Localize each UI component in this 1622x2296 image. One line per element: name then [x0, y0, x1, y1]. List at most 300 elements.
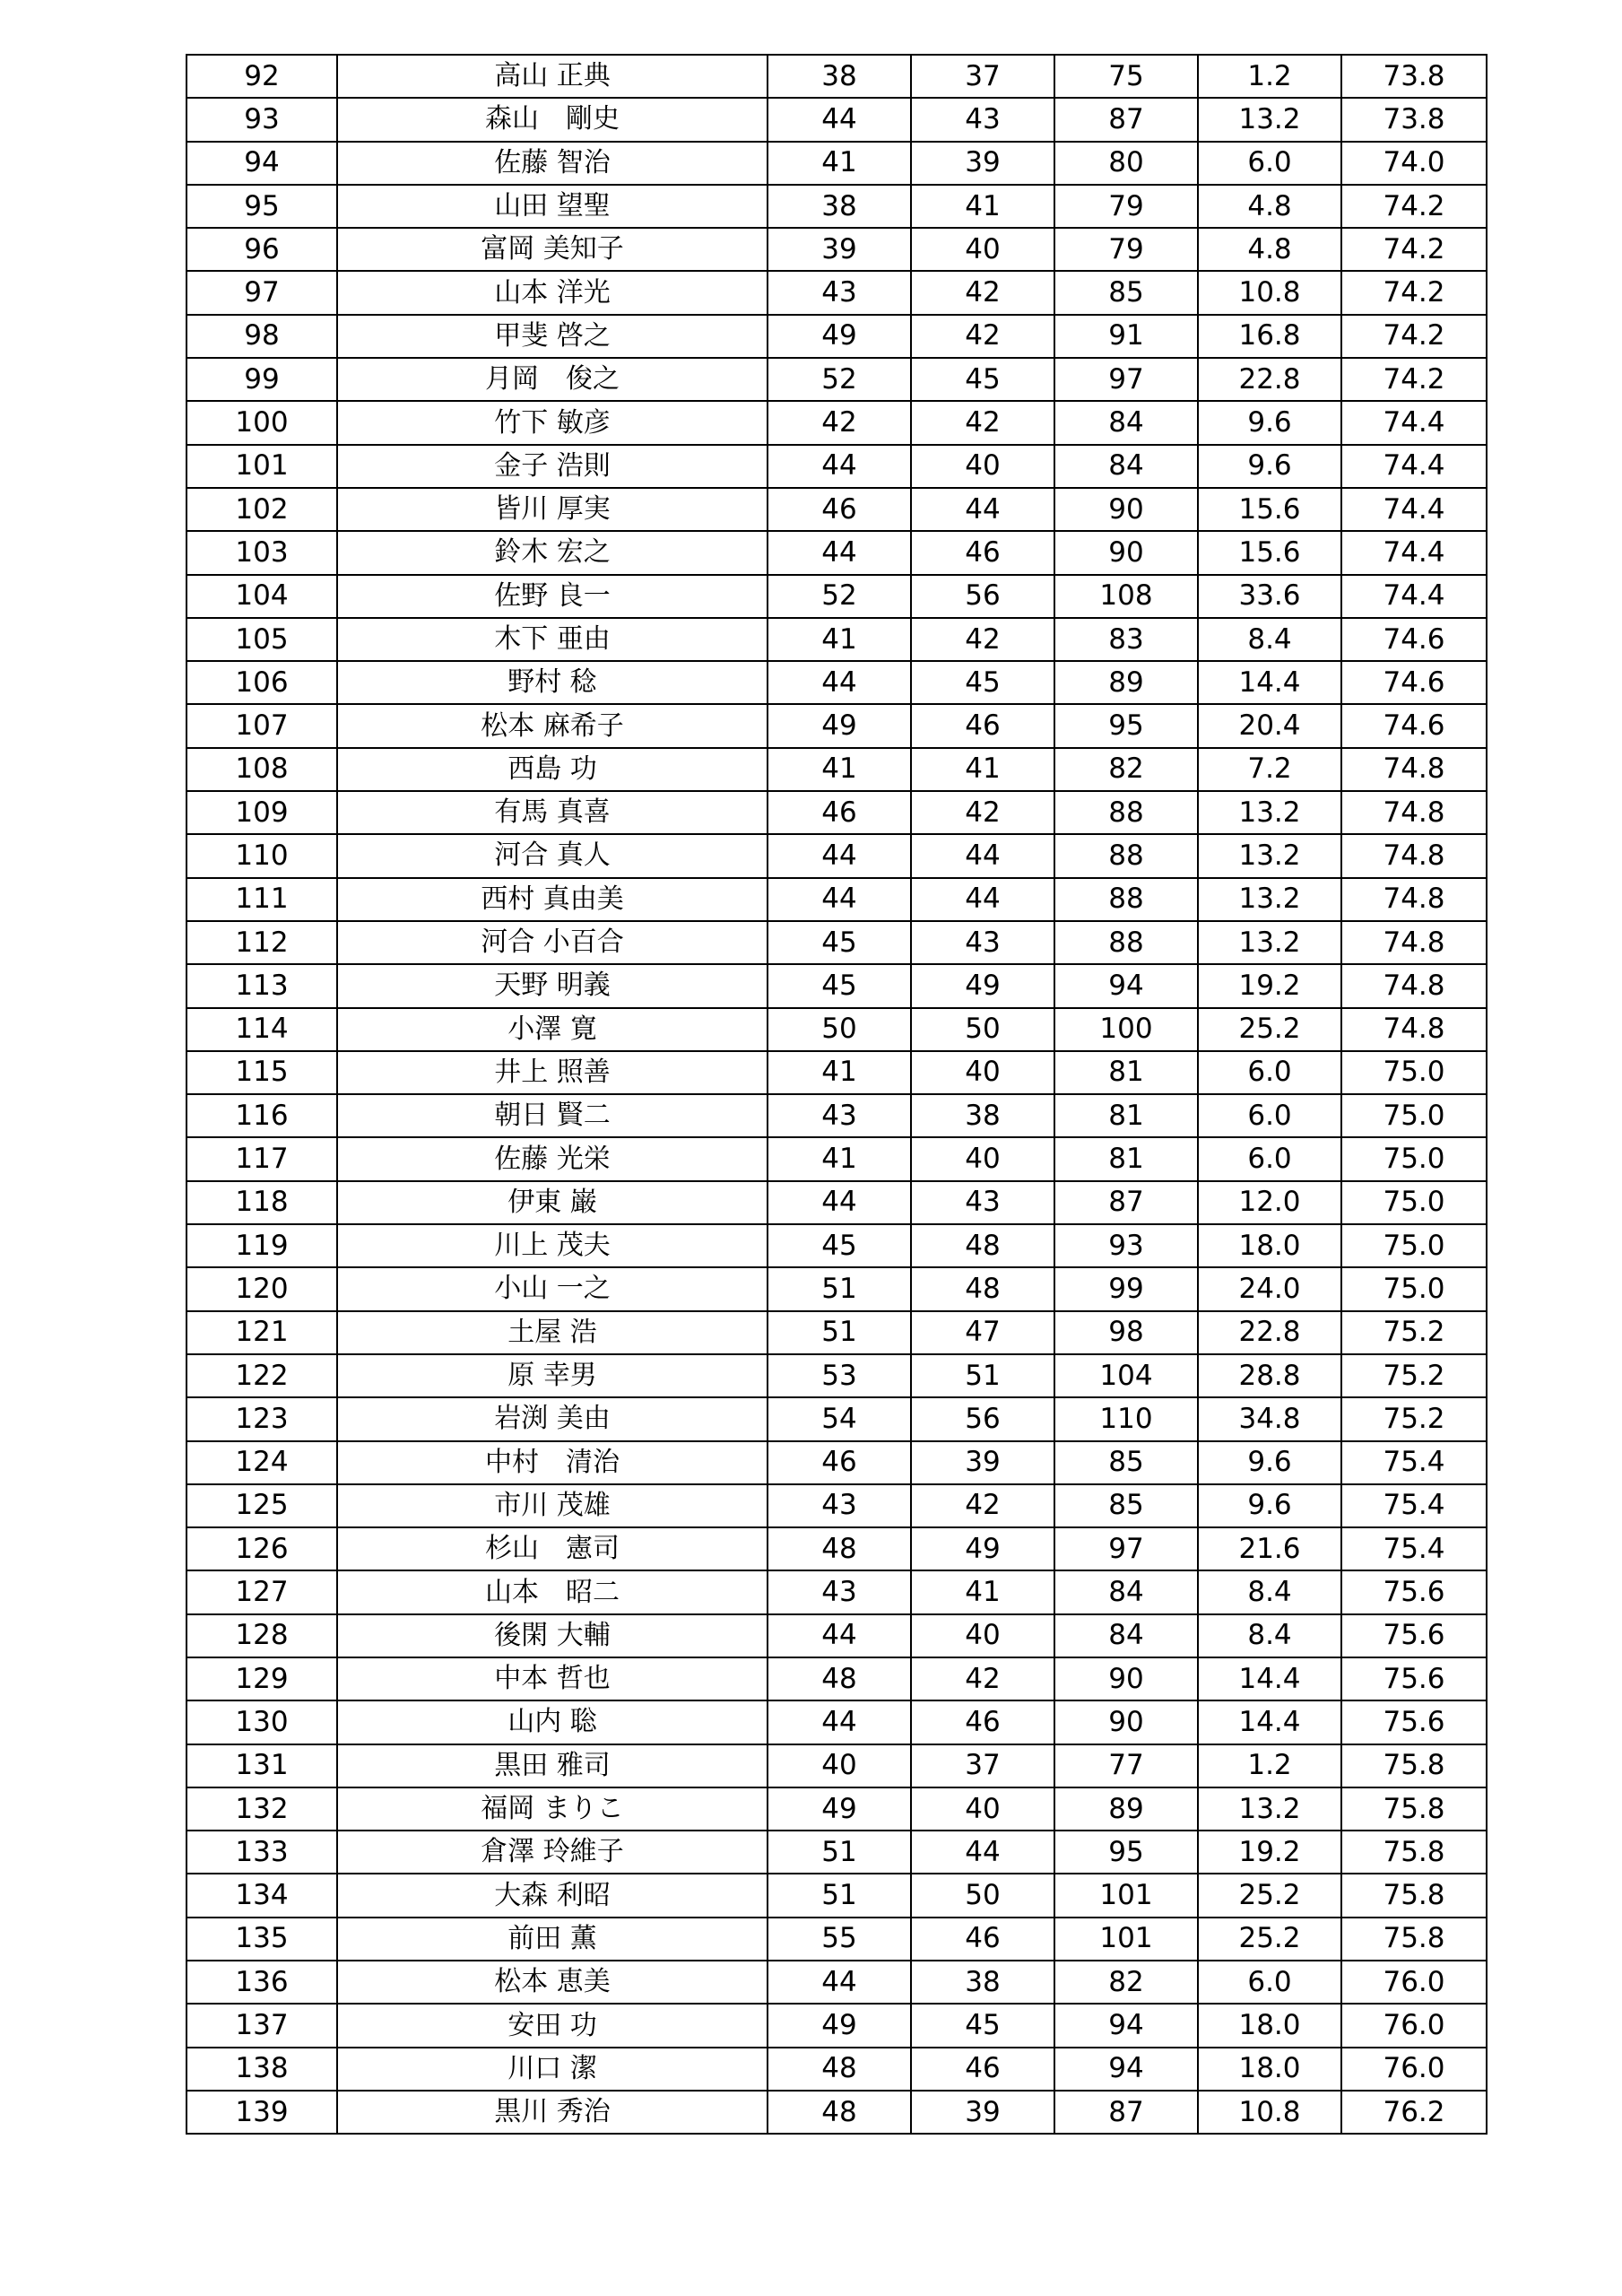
score-1-cell: 44	[768, 445, 911, 488]
score-2-cell: 56	[911, 575, 1054, 618]
total-cell: 82	[1054, 748, 1198, 791]
score-2-cell: 46	[911, 704, 1054, 747]
name-cell: 山田 望聖	[337, 185, 768, 228]
score-1-cell: 43	[768, 271, 911, 314]
total-cell: 89	[1054, 1787, 1198, 1831]
rank-cell: 136	[186, 1961, 337, 2004]
score-1-cell: 49	[768, 1787, 911, 1831]
score-2-cell: 42	[911, 1657, 1054, 1700]
score-2-cell: 43	[911, 921, 1054, 964]
rank-cell: 127	[186, 1570, 337, 1613]
total-cell: 88	[1054, 878, 1198, 921]
score-2-cell: 40	[911, 1614, 1054, 1657]
handicap-cell: 14.4	[1198, 1700, 1341, 1744]
handicap-cell: 8.4	[1198, 1570, 1341, 1613]
rank-cell: 105	[186, 618, 337, 661]
score-2-cell: 44	[911, 1831, 1054, 1874]
rank-cell: 137	[186, 2004, 337, 2047]
rank-cell: 103	[186, 531, 337, 574]
table-row	[186, 1657, 1487, 1700]
table-row	[186, 445, 1487, 488]
table-row	[186, 1311, 1487, 1354]
net-cell: 75.0	[1341, 1181, 1487, 1224]
handicap-cell: 10.8	[1198, 2091, 1341, 2134]
rank-cell: 119	[186, 1224, 337, 1267]
table-row	[186, 1008, 1487, 1051]
rank-cell: 134	[186, 1874, 337, 1917]
net-cell: 74.4	[1341, 531, 1487, 574]
handicap-cell: 14.4	[1198, 661, 1341, 704]
net-cell: 74.2	[1341, 228, 1487, 271]
total-cell: 94	[1054, 964, 1198, 1007]
rank-cell: 122	[186, 1354, 337, 1397]
handicap-cell: 9.6	[1198, 445, 1341, 488]
handicap-cell: 6.0	[1198, 1051, 1341, 1094]
net-cell: 74.4	[1341, 445, 1487, 488]
score-1-cell: 40	[768, 1744, 911, 1787]
score-1-cell: 44	[768, 661, 911, 704]
net-cell: 74.2	[1341, 358, 1487, 401]
total-cell: 89	[1054, 661, 1198, 704]
net-cell: 75.0	[1341, 1051, 1487, 1094]
score-2-cell: 44	[911, 834, 1054, 877]
table-row	[186, 1397, 1487, 1440]
table-row	[186, 531, 1487, 574]
score-2-cell: 40	[911, 1137, 1054, 1180]
rank-cell: 113	[186, 964, 337, 1007]
score-2-cell: 41	[911, 748, 1054, 791]
name-cell: 中本 哲也	[337, 1657, 768, 1700]
score-1-cell: 46	[768, 488, 911, 531]
total-cell: 93	[1054, 1224, 1198, 1267]
score-1-cell: 51	[768, 1874, 911, 1917]
score-1-cell: 48	[768, 1657, 911, 1700]
rank-cell: 129	[186, 1657, 337, 1700]
name-cell: 前田 薫	[337, 1918, 768, 1961]
table-row	[186, 1137, 1487, 1180]
score-1-cell: 52	[768, 358, 911, 401]
score-2-cell: 39	[911, 142, 1054, 185]
rank-cell: 138	[186, 2048, 337, 2091]
table-row	[186, 401, 1487, 444]
rank-cell: 130	[186, 1700, 337, 1744]
total-cell: 77	[1054, 1744, 1198, 1787]
net-cell: 75.8	[1341, 1874, 1487, 1917]
total-cell: 84	[1054, 445, 1198, 488]
total-cell: 85	[1054, 1441, 1198, 1484]
handicap-cell: 1.2	[1198, 1744, 1341, 1787]
handicap-cell: 12.0	[1198, 1181, 1341, 1224]
score-1-cell: 49	[768, 2004, 911, 2047]
name-cell: 木下 亜由	[337, 618, 768, 661]
total-cell: 85	[1054, 1484, 1198, 1527]
handicap-cell: 6.0	[1198, 1961, 1341, 2004]
total-cell: 81	[1054, 1137, 1198, 1180]
score-2-cell: 42	[911, 1484, 1054, 1527]
name-cell: 山本 洋光	[337, 271, 768, 314]
name-cell: 山本 昭二	[337, 1570, 768, 1613]
net-cell: 76.0	[1341, 1961, 1487, 2004]
rank-cell: 109	[186, 791, 337, 834]
net-cell: 74.4	[1341, 575, 1487, 618]
net-cell: 74.2	[1341, 185, 1487, 228]
name-cell: 鈴木 宏之	[337, 531, 768, 574]
rank-cell: 112	[186, 921, 337, 964]
table-row	[186, 1614, 1487, 1657]
table-row	[186, 1354, 1487, 1397]
score-2-cell: 49	[911, 964, 1054, 1007]
total-cell: 82	[1054, 1961, 1198, 2004]
handicap-cell: 6.0	[1198, 1137, 1341, 1180]
handicap-cell: 24.0	[1198, 1267, 1341, 1310]
name-cell: 倉澤 玲維子	[337, 1831, 768, 1874]
handicap-cell: 19.2	[1198, 964, 1341, 1007]
handicap-cell: 9.6	[1198, 401, 1341, 444]
net-cell: 75.2	[1341, 1354, 1487, 1397]
table-row	[186, 1051, 1487, 1094]
score-2-cell: 46	[911, 531, 1054, 574]
table-row	[186, 878, 1487, 921]
total-cell: 75	[1054, 55, 1198, 98]
total-cell: 110	[1054, 1397, 1198, 1440]
name-cell: 安田 功	[337, 2004, 768, 2047]
total-cell: 100	[1054, 1008, 1198, 1051]
score-2-cell: 40	[911, 1787, 1054, 1831]
handicap-cell: 13.2	[1198, 98, 1341, 141]
score-1-cell: 41	[768, 1051, 911, 1094]
handicap-cell: 9.6	[1198, 1484, 1341, 1527]
handicap-cell: 14.4	[1198, 1657, 1341, 1700]
score-1-cell: 51	[768, 1831, 911, 1874]
table-row	[186, 271, 1487, 314]
net-cell: 74.6	[1341, 618, 1487, 661]
table-row	[186, 748, 1487, 791]
total-cell: 87	[1054, 98, 1198, 141]
table-row	[186, 661, 1487, 704]
handicap-cell: 8.4	[1198, 1614, 1341, 1657]
handicap-cell: 25.2	[1198, 1874, 1341, 1917]
handicap-cell: 18.0	[1198, 2004, 1341, 2047]
handicap-cell: 34.8	[1198, 1397, 1341, 1440]
score-1-cell: 44	[768, 1181, 911, 1224]
score-2-cell: 43	[911, 1181, 1054, 1224]
name-cell: 後閑 大輔	[337, 1614, 768, 1657]
name-cell: 佐藤 智治	[337, 142, 768, 185]
total-cell: 90	[1054, 1700, 1198, 1744]
score-2-cell: 50	[911, 1008, 1054, 1051]
table-row	[186, 228, 1487, 271]
table-row	[186, 2048, 1487, 2091]
rank-cell: 116	[186, 1094, 337, 1137]
score-1-cell: 41	[768, 618, 911, 661]
table-row	[186, 1484, 1487, 1527]
rank-cell: 99	[186, 358, 337, 401]
handicap-cell: 22.8	[1198, 1311, 1341, 1354]
name-cell: 井上 照善	[337, 1051, 768, 1094]
score-1-cell: 46	[768, 1441, 911, 1484]
rank-cell: 101	[186, 445, 337, 488]
score-1-cell: 44	[768, 1700, 911, 1744]
handicap-cell: 15.6	[1198, 488, 1341, 531]
score-1-cell: 43	[768, 1484, 911, 1527]
score-1-cell: 43	[768, 1094, 911, 1137]
rank-cell: 104	[186, 575, 337, 618]
net-cell: 74.8	[1341, 921, 1487, 964]
net-cell: 74.2	[1341, 315, 1487, 358]
rank-cell: 120	[186, 1267, 337, 1310]
total-cell: 108	[1054, 575, 1198, 618]
rank-cell: 107	[186, 704, 337, 747]
score-2-cell: 39	[911, 2091, 1054, 2134]
table-row	[186, 618, 1487, 661]
net-cell: 75.4	[1341, 1527, 1487, 1570]
rank-cell: 94	[186, 142, 337, 185]
score-1-cell: 41	[768, 748, 911, 791]
rank-cell: 121	[186, 1311, 337, 1354]
score-2-cell: 39	[911, 1441, 1054, 1484]
total-cell: 88	[1054, 921, 1198, 964]
score-1-cell: 44	[768, 878, 911, 921]
handicap-cell: 15.6	[1198, 531, 1341, 574]
rank-cell: 128	[186, 1614, 337, 1657]
table-row	[186, 1094, 1487, 1137]
rank-cell: 93	[186, 98, 337, 141]
table-row	[186, 358, 1487, 401]
name-cell: 黒田 雅司	[337, 1744, 768, 1787]
handicap-cell: 4.8	[1198, 185, 1341, 228]
table-row	[186, 921, 1487, 964]
score-1-cell: 44	[768, 531, 911, 574]
rank-cell: 92	[186, 55, 337, 98]
total-cell: 79	[1054, 185, 1198, 228]
net-cell: 75.0	[1341, 1267, 1487, 1310]
score-1-cell: 52	[768, 575, 911, 618]
score-1-cell: 48	[768, 2091, 911, 2134]
score-2-cell: 44	[911, 488, 1054, 531]
net-cell: 74.4	[1341, 401, 1487, 444]
total-cell: 104	[1054, 1354, 1198, 1397]
handicap-cell: 13.2	[1198, 878, 1341, 921]
name-cell: 土屋 浩	[337, 1311, 768, 1354]
name-cell: 河合 真人	[337, 834, 768, 877]
score-2-cell: 45	[911, 661, 1054, 704]
net-cell: 75.0	[1341, 1137, 1487, 1180]
handicap-cell: 1.2	[1198, 55, 1341, 98]
net-cell: 75.8	[1341, 1744, 1487, 1787]
total-cell: 81	[1054, 1094, 1198, 1137]
rank-cell: 124	[186, 1441, 337, 1484]
score-1-cell: 46	[768, 791, 911, 834]
name-cell: 佐藤 光栄	[337, 1137, 768, 1180]
table-row	[186, 1700, 1487, 1744]
score-1-cell: 38	[768, 185, 911, 228]
rank-cell: 126	[186, 1527, 337, 1570]
net-cell: 74.8	[1341, 834, 1487, 877]
score-2-cell: 49	[911, 1527, 1054, 1570]
total-cell: 94	[1054, 2004, 1198, 2047]
score-1-cell: 53	[768, 1354, 911, 1397]
score-2-cell: 51	[911, 1354, 1054, 1397]
total-cell: 94	[1054, 2048, 1198, 2091]
score-1-cell: 39	[768, 228, 911, 271]
net-cell: 76.2	[1341, 2091, 1487, 2134]
rank-cell: 132	[186, 1787, 337, 1831]
name-cell: 佐野 良一	[337, 575, 768, 618]
total-cell: 95	[1054, 704, 1198, 747]
rank-cell: 114	[186, 1008, 337, 1051]
table-row	[186, 791, 1487, 834]
score-1-cell: 50	[768, 1008, 911, 1051]
rank-cell: 123	[186, 1397, 337, 1440]
name-cell: 皆川 厚実	[337, 488, 768, 531]
score-1-cell: 41	[768, 1137, 911, 1180]
score-2-cell: 45	[911, 2004, 1054, 2047]
net-cell: 74.2	[1341, 271, 1487, 314]
net-cell: 74.0	[1341, 142, 1487, 185]
net-cell: 75.8	[1341, 1831, 1487, 1874]
score-1-cell: 48	[768, 2048, 911, 2091]
rank-cell: 117	[186, 1137, 337, 1180]
name-cell: 朝日 賢二	[337, 1094, 768, 1137]
net-cell: 74.8	[1341, 878, 1487, 921]
name-cell: 小澤 寛	[337, 1008, 768, 1051]
name-cell: 森山 剛史	[337, 98, 768, 141]
net-cell: 76.0	[1341, 2004, 1487, 2047]
handicap-cell: 6.0	[1198, 1094, 1341, 1137]
net-cell: 75.0	[1341, 1094, 1487, 1137]
score-2-cell: 46	[911, 1918, 1054, 1961]
net-cell: 74.8	[1341, 1008, 1487, 1051]
net-cell: 75.2	[1341, 1397, 1487, 1440]
table-row	[186, 2004, 1487, 2047]
name-cell: 市川 茂雄	[337, 1484, 768, 1527]
table-row	[186, 1787, 1487, 1831]
name-cell: 黒川 秀治	[337, 2091, 768, 2134]
total-cell: 101	[1054, 1918, 1198, 1961]
table-row	[186, 315, 1487, 358]
name-cell: 天野 明義	[337, 964, 768, 1007]
total-cell: 90	[1054, 1657, 1198, 1700]
score-1-cell: 38	[768, 55, 911, 98]
name-cell: 有馬 真喜	[337, 791, 768, 834]
rank-cell: 111	[186, 878, 337, 921]
table-row	[186, 1874, 1487, 1917]
name-cell: 中村 清治	[337, 1441, 768, 1484]
score-2-cell: 40	[911, 1051, 1054, 1094]
total-cell: 87	[1054, 1181, 1198, 1224]
net-cell: 74.8	[1341, 964, 1487, 1007]
score-2-cell: 40	[911, 228, 1054, 271]
table-row	[186, 55, 1487, 98]
net-cell: 75.4	[1341, 1441, 1487, 1484]
table-row	[186, 834, 1487, 877]
score-2-cell: 38	[911, 1094, 1054, 1137]
score-1-cell: 43	[768, 1570, 911, 1613]
total-cell: 101	[1054, 1874, 1198, 1917]
score-1-cell: 45	[768, 921, 911, 964]
net-cell: 74.6	[1341, 704, 1487, 747]
score-1-cell: 55	[768, 1918, 911, 1961]
handicap-cell: 22.8	[1198, 358, 1341, 401]
total-cell: 80	[1054, 142, 1198, 185]
rank-cell: 108	[186, 748, 337, 791]
score-2-cell: 50	[911, 1874, 1054, 1917]
table-row	[186, 1744, 1487, 1787]
total-cell: 97	[1054, 1527, 1198, 1570]
score-2-cell: 43	[911, 98, 1054, 141]
table-row	[186, 704, 1487, 747]
total-cell: 84	[1054, 1614, 1198, 1657]
score-1-cell: 44	[768, 1614, 911, 1657]
score-2-cell: 40	[911, 445, 1054, 488]
score-2-cell: 38	[911, 1961, 1054, 2004]
rank-cell: 95	[186, 185, 337, 228]
name-cell: 甲斐 啓之	[337, 315, 768, 358]
results-table	[186, 54, 1488, 2135]
score-1-cell: 45	[768, 964, 911, 1007]
handicap-cell: 13.2	[1198, 1787, 1341, 1831]
score-1-cell: 44	[768, 98, 911, 141]
score-1-cell: 41	[768, 142, 911, 185]
table-row	[186, 964, 1487, 1007]
table-row	[186, 1961, 1487, 2004]
score-2-cell: 42	[911, 618, 1054, 661]
name-cell: 小山 一之	[337, 1267, 768, 1310]
name-cell: 竹下 敏彦	[337, 401, 768, 444]
net-cell: 75.0	[1341, 1224, 1487, 1267]
score-1-cell: 49	[768, 704, 911, 747]
handicap-cell: 25.2	[1198, 1008, 1341, 1051]
score-1-cell: 54	[768, 1397, 911, 1440]
handicap-cell: 33.6	[1198, 575, 1341, 618]
handicap-cell: 20.4	[1198, 704, 1341, 747]
name-cell: 西島 功	[337, 748, 768, 791]
total-cell: 99	[1054, 1267, 1198, 1310]
score-1-cell: 51	[768, 1267, 911, 1310]
net-cell: 74.8	[1341, 791, 1487, 834]
net-cell: 75.6	[1341, 1570, 1487, 1613]
handicap-cell: 28.8	[1198, 1354, 1341, 1397]
name-cell: 川上 茂夫	[337, 1224, 768, 1267]
rank-cell: 125	[186, 1484, 337, 1527]
handicap-cell: 13.2	[1198, 791, 1341, 834]
handicap-cell: 10.8	[1198, 271, 1341, 314]
net-cell: 75.6	[1341, 1700, 1487, 1744]
handicap-cell: 9.6	[1198, 1441, 1341, 1484]
table-row	[186, 1267, 1487, 1310]
handicap-cell: 25.2	[1198, 1918, 1341, 1961]
net-cell: 75.8	[1341, 1918, 1487, 1961]
score-1-cell: 44	[768, 834, 911, 877]
handicap-cell: 16.8	[1198, 315, 1341, 358]
net-cell: 75.6	[1341, 1657, 1487, 1700]
score-2-cell: 46	[911, 1700, 1054, 1744]
table-row	[186, 1441, 1487, 1484]
score-2-cell: 41	[911, 1570, 1054, 1613]
rank-cell: 98	[186, 315, 337, 358]
total-cell: 90	[1054, 531, 1198, 574]
handicap-cell: 13.2	[1198, 921, 1341, 964]
total-cell: 90	[1054, 488, 1198, 531]
net-cell: 75.8	[1341, 1787, 1487, 1831]
score-2-cell: 45	[911, 358, 1054, 401]
total-cell: 91	[1054, 315, 1198, 358]
handicap-cell: 19.2	[1198, 1831, 1341, 1874]
net-cell: 74.8	[1341, 748, 1487, 791]
score-2-cell: 48	[911, 1267, 1054, 1310]
net-cell: 75.2	[1341, 1311, 1487, 1354]
table-row	[186, 575, 1487, 618]
